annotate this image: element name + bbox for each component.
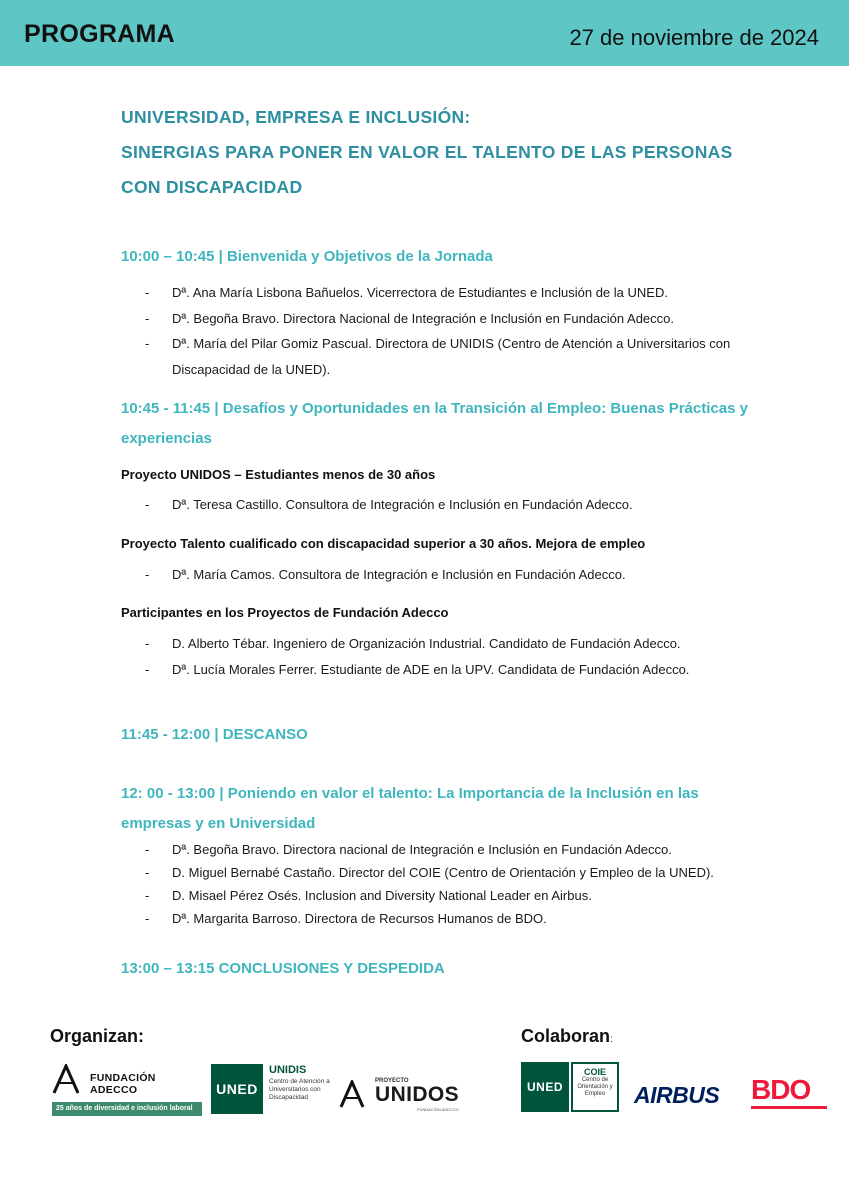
bullet-dash: - [145, 865, 150, 880]
bdo-text: BDO [751, 1074, 811, 1105]
project-heading: Proyecto UNIDOS – Estudiantes menos de 30 años [121, 467, 436, 482]
session-heading: 13:00 – 13:15 CONCLUSIONES Y DESPEDIDA [121, 960, 445, 977]
event-title [121, 100, 801, 205]
speaker-list [145, 492, 785, 518]
collaborators-label: Colaboran: [521, 1026, 613, 1046]
speaker-item: - Dª. Teresa Castillo. Consultora de Integración e Inclusión en Fundación Adecco. [145, 492, 785, 518]
session-heading: 10:00 – 10:45 | Bienvenida y Objetivos de la Jornada [121, 248, 493, 265]
header-bar [0, 0, 849, 66]
speaker-list [145, 280, 785, 382]
uned-mark: UNED [521, 1062, 569, 1112]
unidos-pre: PROYECTO [375, 1078, 409, 1084]
adecco-a-icon [52, 1064, 80, 1094]
project-heading: Proyecto Talento cualificado con discapacidad superior a 30 años. Mejora de empleo [121, 536, 646, 551]
unidis-title: UNIDIS [269, 1064, 307, 1076]
proyecto-unidos-logo [339, 1072, 464, 1114]
session-heading: 11:45 - 12:00 | DESCANSO [121, 726, 308, 743]
fundacion-adecco-logo [52, 1062, 202, 1118]
bullet-dash: - [145, 842, 150, 857]
speaker-item: - Dª. Begoña Bravo. Directora nacional de Integración e Inclusión en Fundación Adecco. [145, 838, 785, 861]
uned-mark: UNED [211, 1064, 263, 1114]
speaker-item: - D. Misael Pérez Osés. Inclusion and Diversity National Leader en Airbus. [145, 884, 785, 907]
coie-box [571, 1062, 619, 1112]
speaker-item: - Dª. María Camos. Consultora de Integración e Inclusión en Fundación Adecco. [145, 562, 785, 588]
bullet-dash: - [145, 336, 150, 351]
adecco-name: FUNDACIÓN ADECCO [90, 1072, 156, 1096]
speaker-item: - Dª. Lucía Morales Ferrer. Estudiante de ADE en la UPV. Candidata de Fundación Adecco. [145, 657, 785, 683]
uned-coie-logo [521, 1062, 619, 1112]
unidis-subtitle: Centro de Atención a Universitarios con Discapacidad [269, 1078, 330, 1101]
uned-unidis-logo [211, 1064, 336, 1114]
adecco-a-icon [339, 1080, 365, 1108]
organizers-label: Organizan: [50, 1026, 145, 1046]
coie-subtitle: Centro de Orientación y Empleo [577, 1077, 613, 1097]
event-title-line: SINERGIAS PARA PONER EN VALOR EL TALENTO DE LAS PERSONAS [121, 142, 733, 162]
speaker-item: - D. Miguel Bernabé Castaño. Director del COIE (Centro de Orientación y Empleo de la UNED). [145, 861, 785, 884]
event-date: 27 de noviembre de 2024 [569, 25, 819, 50]
bullet-dash: - [145, 661, 150, 677]
coie-title: COIE [583, 1067, 606, 1077]
speaker-list [145, 838, 785, 930]
bdo-logo [751, 1074, 827, 1108]
session-heading: 12: 00 - 13:00 | Poniendo en valor el talento: La Importancia de la Inclusión en las empresas y en Universidad [121, 785, 699, 832]
bullet-dash: - [145, 285, 150, 300]
page-title: PROGRAMA [24, 20, 176, 48]
speaker-list [145, 631, 785, 682]
bullet-dash: - [145, 911, 150, 926]
speaker-item: - Dª. María del Pilar Gomiz Pascual. Directora de UNIDIS (Centro de Atención a Universitarios con Discapacidad de la UNED). [145, 331, 785, 382]
unidos-title: UNIDOS [375, 1083, 460, 1106]
speaker-item: - D. Alberto Tébar. Ingeniero de Organización Industrial. Candidato de Fundación Adecco. [145, 631, 785, 657]
speaker-item: - Dª. Margarita Barroso. Directora de Recursos Humanos de BDO. [145, 907, 785, 930]
adecco-tagline: 25 años de diversidad e inclusión laboral [52, 1102, 202, 1116]
bullet-dash: - [145, 888, 150, 903]
speaker-item: - Dª. Ana María Lisbona Bañuelos. Vicerrectora de Estudiantes e Inclusión de la UNED. [145, 280, 785, 306]
speaker-list [145, 562, 785, 588]
event-title-line: CON DISCAPACIDAD [121, 177, 303, 197]
bullet-dash: - [145, 497, 150, 512]
speaker-item: - Dª. Begoña Bravo. Directora Nacional de Integración e Inclusión en Fundación Adecco. [145, 306, 785, 332]
bullet-dash: - [145, 636, 150, 651]
airbus-logo: AIRBUS [634, 1082, 720, 1108]
bullet-dash: - [145, 567, 150, 582]
event-title-line: UNIVERSIDAD, EMPRESA E INCLUSIÓN: [121, 107, 471, 127]
session-heading: 10:45 - 11:45 | Desafíos y Oportunidades en la Transición al Empleo: Buenas Prácticas y experiencias [121, 400, 748, 447]
unidos-subtitle: FUNDACIÓN ADECCO [417, 1107, 459, 1112]
bullet-dash: - [145, 310, 150, 326]
bdo-underline [751, 1106, 827, 1109]
project-heading: Participantes en los Proyectos de Fundación Adecco [121, 605, 449, 620]
